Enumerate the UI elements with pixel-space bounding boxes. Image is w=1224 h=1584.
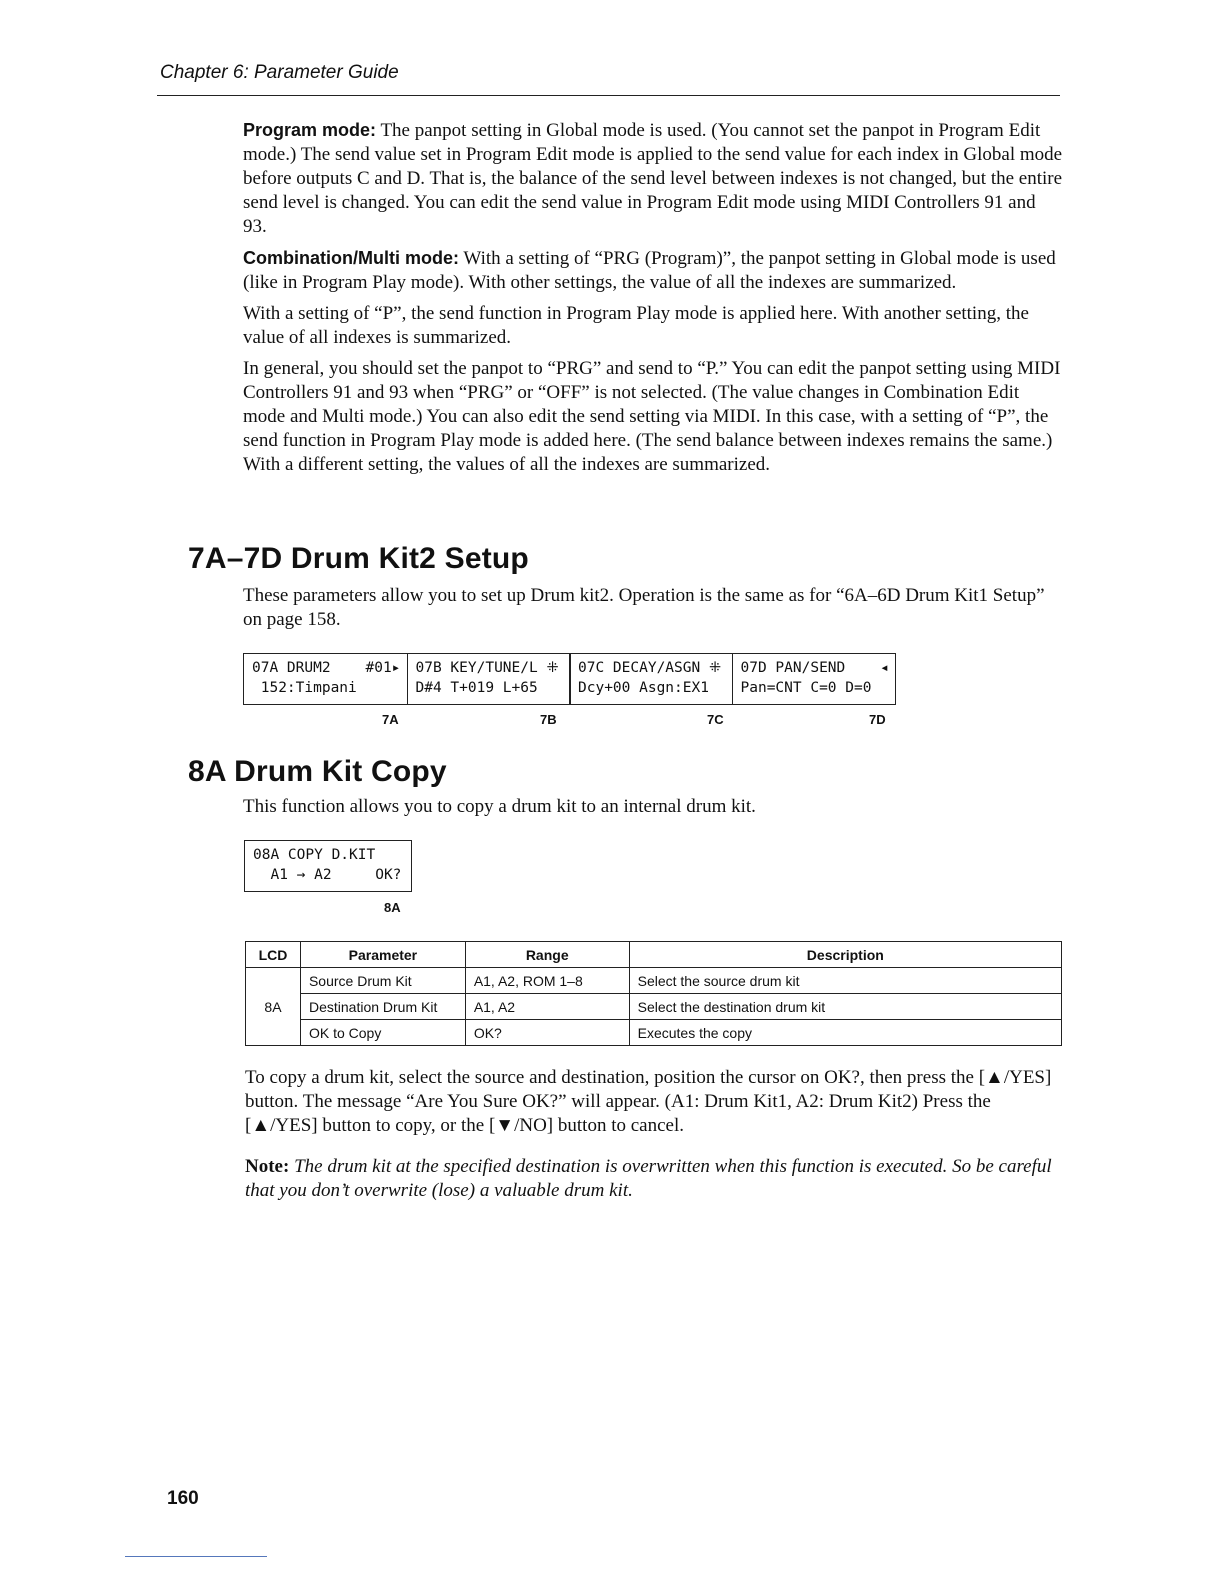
range-cell: A1, A2, ROM 1–8 <box>465 968 629 994</box>
combination-mode-text: With a setting of “PRG (Program)”, the panpot setting in Global mode is used (like in Program Play mode). With other settings, the value of all the indexes are summarized. <box>243 248 1056 293</box>
section-heading-8a: 8A Drum Kit Copy <box>188 755 447 788</box>
header-range: Range <box>465 942 629 968</box>
combination-mode-lead: Combination/Multi mode: <box>243 248 459 268</box>
lcd-7d-line1: 07D PAN/SEND ◂ <box>740 660 889 676</box>
range-cell: A1, A2 <box>465 994 629 1020</box>
lcd-panel-7d <box>732 653 896 705</box>
lcd-7a-line2: 152:Timpani <box>252 680 357 696</box>
lcd-8a-line2: A1 → A2 OK? <box>253 867 402 883</box>
lcd-panel-8a <box>244 840 412 892</box>
lcd-label-7b: 7B <box>540 712 557 727</box>
lcd-7b-line2: D#4 T+019 L+65 <box>415 680 538 696</box>
footer-rule <box>125 1556 267 1557</box>
combination-mode-paragraph <box>243 246 1063 295</box>
description-cell: Select the source drum kit <box>629 968 1061 994</box>
note-label: Note: <box>245 1156 290 1177</box>
section-7-text <box>243 584 1063 639</box>
lcd-7c-line2: Dcy+00 Asgn:EX1 <box>578 680 709 696</box>
lcd-label-8a: 8A <box>384 900 401 915</box>
lcd-cell: 8A <box>246 968 301 1046</box>
header-lcd: LCD <box>246 942 301 968</box>
send-setting-paragraph: With a setting of “P”, the send function in Program Play mode is applied here. With another setting, the value of all indexes is summarized. <box>243 303 1029 348</box>
page-number: 160 <box>167 1488 199 1509</box>
range-cell: OK? <box>465 1020 629 1046</box>
section-8-text <box>243 795 1063 826</box>
lcd-7c-line1: 07C DECAY/ASGN ⁜ <box>578 660 722 676</box>
lcd-8a-line1: 08A COPY D.KIT <box>253 847 376 863</box>
copy-instructions <box>245 1066 1065 1145</box>
note-text: The drum kit at the specified destination is overwritten when this function is executed. So be careful that you don’t overwrite (lose) a valuable drum kit. <box>245 1156 1052 1201</box>
general-paragraph: In general, you should set the panpot to “PRG” and send to “P.” You can edit the panpot setting using MIDI Controllers 91 and 93 when “PRG” or “OFF” is not selected. (The value changes in Combination Edit mode and Multi mode.) You can also edit the send setting via MIDI. In this case, with a setting of “P”, the send function in Program Play mode is added here. (The send balance between indexes remains the same.) With a different setting, the values of all the indexes are summarized. <box>243 358 1061 475</box>
table-header-row <box>246 942 1062 968</box>
header-parameter: Parameter <box>300 942 465 968</box>
table-row <box>246 994 1062 1020</box>
chapter-header: Chapter 6: Parameter Guide <box>160 62 399 83</box>
description-cell: Executes the copy <box>629 1020 1061 1046</box>
description-cell: Select the destination drum kit <box>629 994 1061 1020</box>
table-row <box>246 968 1062 994</box>
program-mode-lead: Program mode: <box>243 120 377 140</box>
lcd-label-7c: 7C <box>707 712 724 727</box>
lcd-panel-7c <box>569 653 733 705</box>
lcd-label-7a: 7A <box>382 712 399 727</box>
program-mode-text: The panpot setting in Global mode is used. (You cannot set the panpot in Program Edit mode.) The send value set in Program Edit mode is applied to the send value for each index in Global mode before outputs C and D. That is, the balance of the send level between indexes is not changed, but the entire send level is changed. You can edit the send value in Program Edit mode using MIDI Controllers 91 and 93. <box>243 120 1063 237</box>
lcd-label-7d: 7D <box>869 712 886 727</box>
note <box>245 1155 1065 1203</box>
lcd-7d-line2: Pan=CNT C=0 D=0 <box>740 680 872 696</box>
header-description: Description <box>629 942 1061 968</box>
table-row <box>246 1020 1062 1046</box>
parameter-cell: Destination Drum Kit <box>300 994 465 1020</box>
lcd-panels-7 <box>243 653 896 705</box>
lcd-panel-7a <box>243 653 408 705</box>
section-7-description: These parameters allow you to set up Drum kit2. Operation is the same as for “6A–6D Drum Kit1 Setup” on page 158. <box>243 585 1045 630</box>
section-heading-7a-7d: 7A–7D Drum Kit2 Setup <box>188 542 529 575</box>
section-8-description: This function allows you to copy a drum kit to an internal drum kit. <box>243 796 756 817</box>
lcd-7b-line1: 07B KEY/TUNE/L ⁜ <box>415 660 559 676</box>
program-mode-paragraph <box>243 118 1063 239</box>
parameter-table <box>245 941 1062 1046</box>
intro-text <box>243 118 1063 484</box>
parameter-cell: Source Drum Kit <box>300 968 465 994</box>
lcd-7a-line1: 07A DRUM2 #01▸ <box>252 660 401 676</box>
parameter-cell: OK to Copy <box>300 1020 465 1046</box>
copy-instructions-text: To copy a drum kit, select the source and destination, position the cursor on OK?, then press the [▲/YES] button. The message “Are You Sure OK?” will appear. (A1: Drum Kit1, A2: Drum Kit2) Press the [▲/YES] button to copy, or the [▼/NO] button to cancel. <box>245 1067 1052 1136</box>
header-divider <box>157 95 1060 96</box>
lcd-panel-7b <box>407 653 571 705</box>
